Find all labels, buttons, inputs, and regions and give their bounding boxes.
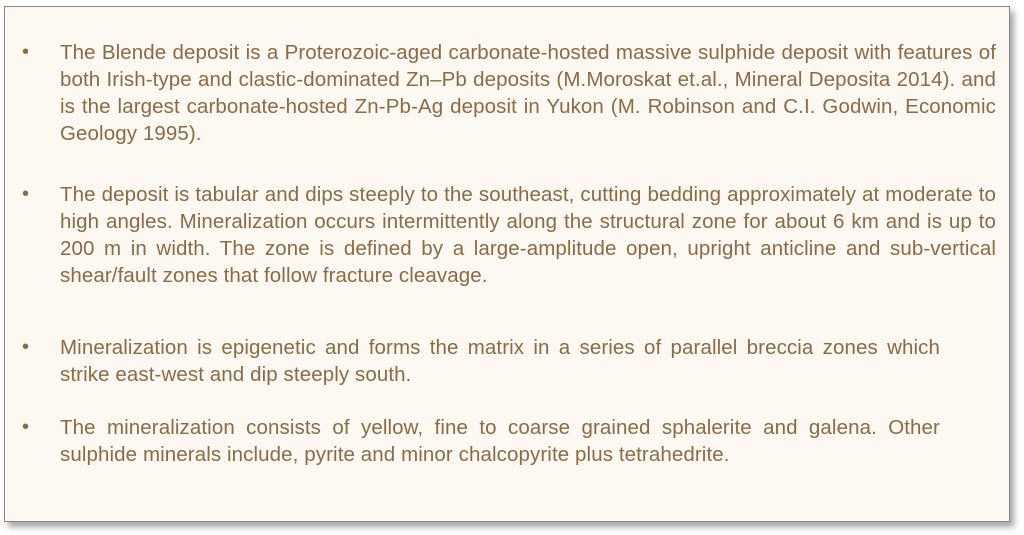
bullet-text: The mineralization consists of yellow, fine to coarse grained sphalerite and galena. Other sulphide minerals include, pyrite and minor chalcopyrite plus tetrahedrite. (60, 416, 940, 466)
bullet-text: Mineralization is epigenetic and forms the matrix in a series of parallel breccia zones which strike east-west and dip steeply south. (60, 336, 940, 386)
bullet-text: The Blende deposit is a Proterozoic-aged carbonate-hosted massive sulphide deposit with features of both Irish-type and clastic-dominated Zn–Pb deposits (M.Moroskat et.al., Mineral Deposita 2014). and is the largest carbonate-hosted Zn-Pb-Ag deposit in Yukon (M. Robinson and C.I. Godwin, Economic Geology 1995). (60, 41, 996, 145)
bullet-text: The deposit is tabular and dips steeply to the southeast, cutting bedding approximately at moderate to high angles. Mineralization occurs intermittently along the structural zone for about 6 km and is up to 200 m in width. The zone is defined by a large-amplitude open, upright anticline and sub-vertical shear/fault zones that follow fracture cleavage. (60, 183, 996, 287)
text-panel (4, 6, 1010, 522)
bullet-icon: • (22, 336, 30, 358)
bullet-icon: • (22, 41, 30, 63)
bullet-icon: • (22, 183, 30, 205)
bullet-icon: • (22, 416, 30, 438)
